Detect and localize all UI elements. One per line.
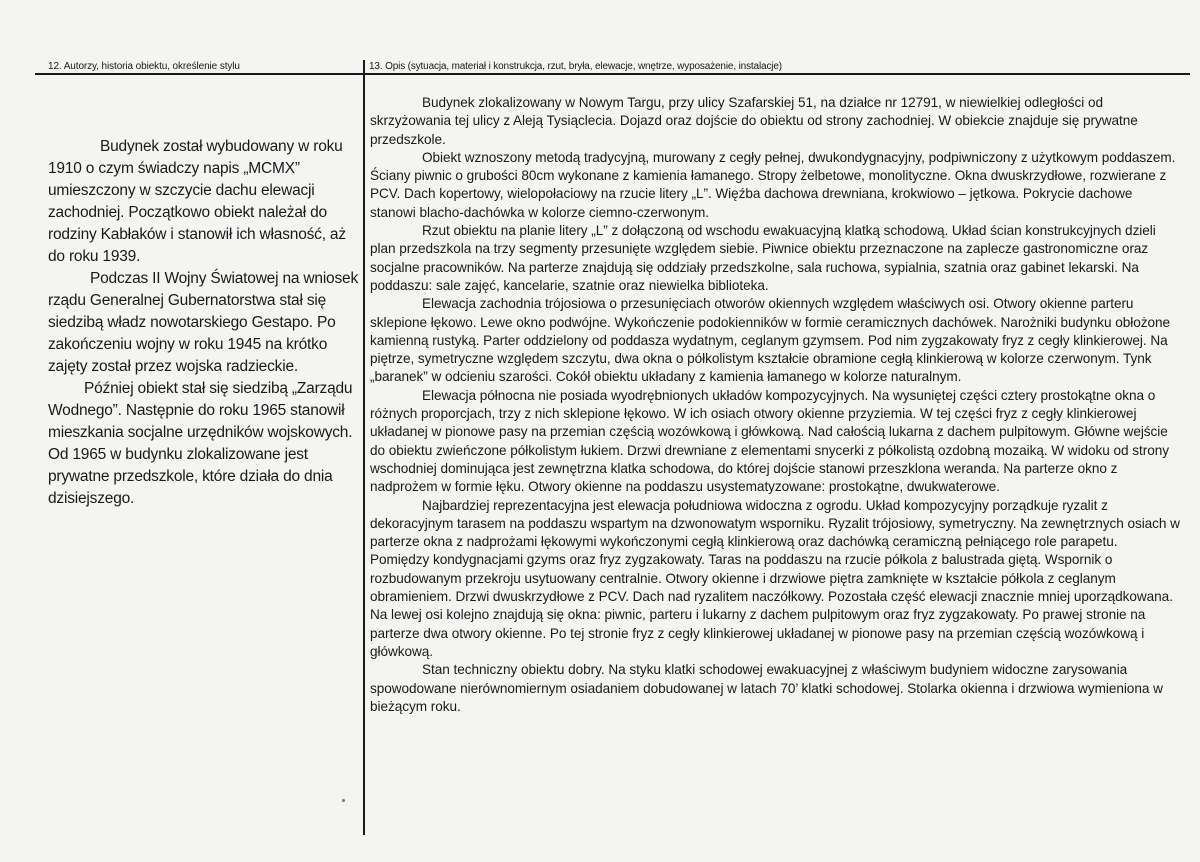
description-column	[370, 94, 1180, 716]
description-paragraph-plan: Rzut obiektu na planie litery „L” z dołączoną od wschodu ewakuacyjną klatką schodową. Układ ścian konstrukcyjnych dzieli plan przedszkola na trzy segmenty przesunięte względem siebie. Piwnice obiektu przeznaczone na zaplecze gastronomiczne oraz socjalne pracowników. Na parterze znajdują się oddziały przedszkolne, sala ruchowa, sypialnia, szatnia oraz gabinet lekarski. Na poddaszu: sale zajęć, kancelarie, szatnie oraz niewielka biblioteka.	[370, 223, 1156, 293]
history-paragraph-1: Budynek został wybudowany w roku 1910 o czym świadczy napis „MCMX” umieszczony w szczycie dachu elewacji zachodniej. Początkowo obiekt należał do rodziny Kabłaków i stanowił ich własność, aż do roku 1939.	[48, 138, 346, 265]
description-paragraph-location: Budynek zlokalizowany w Nowym Targu, przy ulicy Szafarskiej 51, na działce nr 12791, w niewielkiej odległości od skrzyżowania tej ulicy z Aleją Tysiąclecia. Dojazd oraz dojście do obiektu od strony zachodniej. W obiekcie znajduje się prywatne przedszkole.	[370, 95, 1138, 147]
history-column	[48, 136, 364, 510]
section-12-header: 12. Autorzy, historia obiektu, określenie stylu	[48, 61, 240, 72]
scan-speck	[342, 799, 345, 802]
description-paragraph-south-elevation: Najbardziej reprezentacyjna jest elewacja południowa widoczna z ogrodu. Układ kompozycyjny porządkuje ryzalit z dekoracyjnym tarasem na poddaszu wspartym na dzwonowatym wsporniku. Ryzalit trójosiowy, symetryczny. Na zewnętrznych osiach w parterze okna z nadprożami łękowymi wykończonymi cegłą klinkierową oraz dachówką ceramiczną pełniącego role parapetu. Pomiędzy kondygnacjami gzyms oraz fryz zygzakowaty. Taras na poddaszu na rzucie półkola z balustrada giętą. Wspornik o rozbudowanym przekroju usytuowany centralnie. Otwory okienne i drzwiowe piętra zamknięte w kształcie półkola z ceglanym obramieniem. Drzwi dwuskrzydłowe z PCV. Dach nad ryzalitem naczółkowy. Pozostała część elewacji znacznie mniej uporządkowana. Na lewej osi kolejno znajdują się okna: piwnic, parteru i lukarny z dachem pulpitowym oraz fryz zygzakowaty. Po prawej stronie na parterze dwa otwory okienne. Po tej stronie fryz z cegły klinkierowej układanej w pionowe pasy na przemian częścią wozówkową i główkową.	[370, 497, 1180, 659]
section-13-header: 13. Opis (sytuacja, materiał i konstrukcja, rzut, bryła, elewacje, wnętrze, wyposażenie, instalacje)	[369, 61, 782, 72]
history-paragraph-3: Później obiekt stał się siedzibą „Zarządu Wodnego”. Następnie do roku 1965 stanowił mieszkania socjalne urzędników wojskowych. Od 1965 w budynku zlokalizowane jest prywatne przedszkole, które działa do dnia dzisiejszego.	[48, 380, 353, 507]
description-paragraph-construction: Obiekt wznoszony metodą tradycyjną, murowany z cegły pełnej, dwukondygnacyjny, podpiwniczony z użytkowym poddaszem. Ściany piwnic o grubości 80cm wykonane z kamienia łamanego. Stropy żelbetowe, monolityczne. Okna dwuskrzydłowe, rozwierane z PCV. Dach kopertowy, wielopołaciowy na rzucie litery „L”. Więźba dachowa drewniana, krokwiowo – jętkowa. Pokrycie dachowe stanowi blacho-dachówka w kolorze ciemno-czerwonym.	[370, 149, 1176, 220]
description-paragraph-west-elevation: Elewacja zachodnia trójosiowa o przesunięciach otworów okiennych względem właściwych osi. Otwory okienne parteru sklepione łękowo. Lewe okno podwójne. Wykończenie podokienników w formie ceramicznych dachówek. Narożniki budynku obłożone kamienną rustyką. Parter oddzielony od poddasza wydatnym, ceglanym gzymsem. Pod nim zygzakowaty fryz z cegły klinkierowej. Na piętrze, symetryczne względem szczytu, dwa okna o półkolistym kształcie obramione cegłą klinkierową w kolorze czerwonym. Tynk „baranek” w odcieniu szarości. Cokół obiektu układany z kamienia łamanego w kolorze naturalnym.	[370, 296, 1171, 385]
description-paragraph-condition: Stan techniczny obiektu dobry. Na styku klatki schodowej ewakuacyjnej z właściwym budyniem widoczne zarysowania spowodowane nierównomiernym osiadaniem dobudowanej w latach 70’ klatki schodowej. Stolarka okienna i drzwiowa wymieniona w bieżącym roku.	[370, 662, 1163, 714]
description-paragraph-north-elevation: Elewacja północna nie posiada wyodrębnionych układów kompozycyjnych. Na wysuniętej części cztery prostokątne okna o różnych proporcjach, trzy z nich sklepione łękowo. W ich osiach otwory okienne przyziemia. W tej części fryz z cegły klinkierowej układanej w pionowe pasy na przemian częścią wozówkową i główkową. Nad całością lukarna z dachem pulpitowym. Główne wejście do obiektu zwieńczone półkolistym łukiem. Drzwi drewniane z elementami snycerki z półkolistą ozdobną mozaiką. W widoku od strony wschodniej dominująca jest zewnętrzna klatka schodowa, do której dojście stanowi przeszklona weranda. Na parterze okno z nadprożem w formie łęku. Otwory okienne na poddaszu usystematyzowane: prostokątne, dwukwaterowe.	[370, 387, 1170, 495]
history-paragraph-2: Podczas II Wojny Światowej na wniosek rządu Generalnej Gubernatorstwa stał się siedzibą władz nowotarskiego Gestapo. Po zakończeniu wojny w roku 1945 na krótko zajęty został przez wojska radzieckie.	[48, 270, 358, 375]
left-header-underline	[45, 74, 361, 75]
